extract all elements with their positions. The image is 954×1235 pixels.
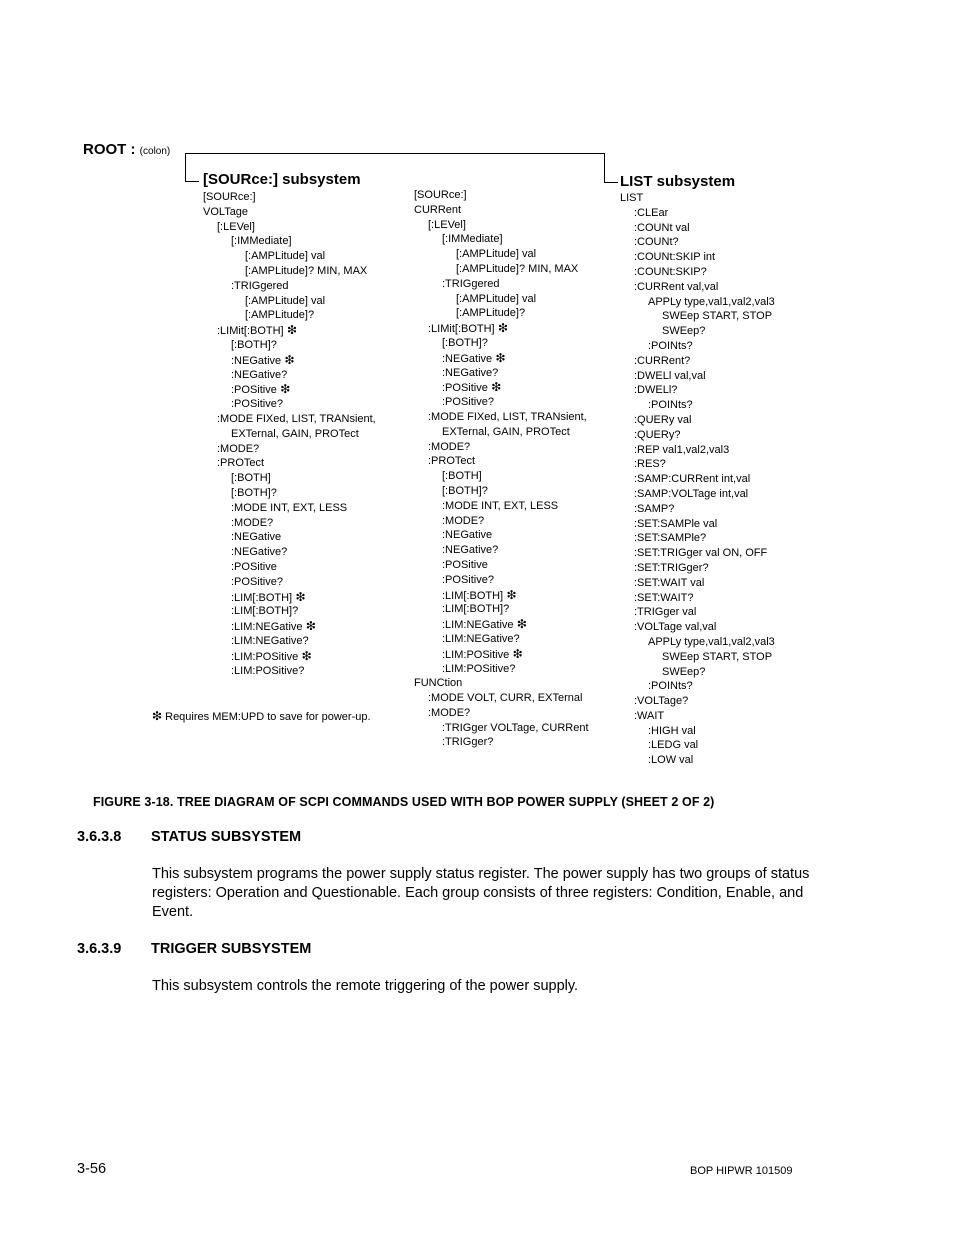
command-text: :LIM:POSitive?	[442, 662, 516, 675]
command-line	[620, 531, 775, 546]
list-subsystem-title: LIST subsystem	[620, 173, 736, 190]
command-text: [:AMPLitude]? MIN, MAX	[245, 264, 368, 277]
command-line	[414, 188, 589, 203]
command-text: :LIMit[:BOTH]	[428, 323, 495, 336]
command-line	[620, 191, 775, 206]
command-line	[203, 427, 376, 442]
command-text: :SET:SAMPle val	[634, 517, 718, 530]
command-line	[414, 676, 589, 691]
command-line	[203, 368, 376, 383]
asterism-icon: ❇	[509, 646, 523, 661]
command-line	[414, 218, 589, 233]
command-line	[620, 576, 775, 591]
source-branch-line	[185, 153, 186, 181]
command-line	[414, 735, 589, 750]
command-line	[414, 454, 589, 469]
list-branch-line	[604, 153, 605, 182]
command-text: :REP val1,val2,val3	[634, 443, 730, 456]
command-text: [:AMPLitude]?	[456, 307, 526, 320]
command-line	[620, 679, 775, 694]
command-text: LIST	[620, 192, 644, 204]
command-text: SWEep?	[662, 325, 706, 338]
command-line	[414, 543, 589, 558]
command-text: :NEGative?	[231, 368, 288, 381]
command-text: :COUNt?	[634, 236, 679, 249]
command-line	[203, 486, 376, 501]
command-text: :LIM[:BOTH]	[231, 591, 293, 604]
command-line	[414, 395, 589, 410]
command-line	[414, 440, 589, 455]
root-label-text: ROOT :	[83, 141, 136, 158]
command-text: EXTernal, GAIN, PROTect	[442, 425, 570, 438]
command-line	[414, 573, 589, 588]
command-text: :COUNt:SKIP?	[634, 265, 707, 278]
command-text: :NEGative?	[442, 544, 499, 557]
command-line	[414, 691, 589, 706]
list-branch-tick	[604, 182, 618, 183]
source-subsystem-title: [SOURce:] subsystem	[203, 171, 361, 188]
footnote-text: Requires MEM:UPD to save for power-up.	[165, 711, 371, 723]
asterism-icon: ❇	[281, 352, 295, 367]
command-text: [:AMPLitude] val	[456, 248, 537, 261]
command-line	[414, 662, 589, 677]
command-text: :LIM[:BOTH]?	[231, 605, 299, 618]
command-line	[203, 471, 376, 486]
root-connector-line	[185, 153, 605, 154]
command-line	[620, 309, 775, 324]
section-title: STATUS SUBSYSTEM	[151, 829, 302, 845]
page-number: 3-56	[77, 1161, 107, 1177]
command-text: [:LEVel]	[217, 220, 255, 233]
command-line	[414, 588, 589, 603]
command-text: :VOLTage?	[634, 695, 689, 708]
command-line	[414, 306, 589, 321]
command-line	[414, 469, 589, 484]
command-text: :LIM[:BOTH]	[442, 589, 504, 602]
command-line	[620, 724, 775, 739]
command-line	[414, 366, 589, 381]
command-text: [:BOTH]?	[231, 338, 277, 351]
command-text: [:AMPLitude] val	[245, 294, 326, 307]
asterism-icon: ❇	[494, 321, 509, 336]
command-text: :DWELl val,val	[634, 369, 706, 382]
command-text: :MODE INT, EXT, LESS	[231, 501, 348, 514]
asterism-icon: ❇	[492, 350, 506, 365]
command-line	[203, 649, 376, 664]
command-line	[620, 383, 775, 398]
command-text: :PROTect	[217, 457, 265, 470]
command-text: :LOW val	[648, 754, 694, 767]
command-line	[203, 397, 376, 412]
command-line	[414, 321, 589, 336]
command-line	[620, 738, 775, 753]
command-text: :MODE FIXed, LIST, TRANsient,	[217, 412, 376, 425]
command-line	[620, 561, 775, 576]
command-text: SWEep START, STOP	[662, 310, 773, 323]
command-line	[620, 635, 775, 650]
command-text: :LIM:NEGative	[231, 621, 303, 634]
command-line	[203, 590, 376, 605]
command-text: :POSitive?	[231, 575, 283, 588]
command-line	[203, 323, 376, 338]
command-text: :NEGative	[231, 531, 282, 544]
asterism-icon: ❇	[298, 648, 312, 663]
command-line	[414, 528, 589, 543]
command-line	[203, 279, 376, 294]
command-line	[414, 262, 589, 277]
command-text: [:AMPLitude]?	[245, 309, 315, 322]
command-line	[414, 721, 589, 736]
command-text: :POINts?	[648, 680, 693, 693]
section-number: 3.6.3.8	[77, 829, 122, 845]
command-text: [:IMMediate]	[442, 233, 503, 246]
command-text: :MODE?	[428, 440, 471, 453]
command-text: :QUERy?	[634, 428, 681, 441]
command-line	[620, 250, 775, 265]
command-line	[414, 425, 589, 440]
command-text: :LIM:POSitive?	[231, 664, 305, 677]
command-text: :NEGative?	[231, 546, 288, 559]
command-text: :SAMP:CURRent int,val	[634, 473, 751, 486]
command-line	[203, 205, 376, 220]
command-line	[620, 280, 775, 295]
command-text: :NEGative	[442, 529, 493, 542]
command-line	[203, 664, 376, 679]
command-line	[203, 234, 376, 249]
command-text: :SET:SAMPle?	[634, 532, 707, 545]
command-text: :POINts?	[648, 399, 693, 412]
command-line	[620, 650, 775, 665]
command-line	[203, 308, 376, 323]
source-branch-tick	[185, 181, 199, 182]
command-text: :MODE FIXed, LIST, TRANsient,	[428, 410, 587, 423]
command-line	[414, 380, 589, 395]
asterism-icon: ❇	[292, 589, 306, 604]
command-line	[620, 517, 775, 532]
section-heading-status	[77, 829, 301, 845]
asterism-icon: ❇	[513, 617, 527, 632]
command-line	[620, 753, 775, 768]
command-text: :PROTect	[428, 455, 476, 468]
command-line	[203, 545, 376, 560]
command-line	[414, 203, 589, 218]
command-line	[620, 502, 775, 517]
command-text: [:IMMediate]	[231, 235, 292, 248]
command-line	[414, 602, 589, 617]
command-text: :CURRent val,val	[634, 280, 719, 293]
command-line	[414, 292, 589, 307]
command-line	[414, 247, 589, 262]
command-text: :COUNt val	[634, 221, 690, 234]
command-text: :SET:TRIGger?	[634, 561, 709, 574]
command-line	[203, 264, 376, 279]
command-text: [:BOTH]?	[442, 484, 488, 497]
command-text: [:AMPLitude] val	[245, 250, 326, 263]
command-line	[203, 501, 376, 516]
list-subsystem-tree	[620, 191, 775, 768]
command-line	[620, 339, 775, 354]
source-voltage-tree	[203, 190, 376, 678]
command-line	[414, 632, 589, 647]
asterism-icon: ❇	[276, 382, 291, 397]
section-number: 3.6.3.9	[77, 941, 122, 957]
command-line	[203, 338, 376, 353]
command-text: :POSitive	[442, 382, 488, 395]
command-line	[414, 410, 589, 425]
command-text: :POINts?	[648, 339, 693, 352]
command-text: [:BOTH]	[231, 472, 271, 485]
footnote	[152, 709, 371, 723]
command-text: :TRIGgered	[442, 277, 500, 290]
command-line	[414, 351, 589, 366]
command-text: [:AMPLitude] val	[456, 292, 537, 305]
command-line	[620, 605, 775, 620]
command-text: :TRIGgered	[231, 279, 289, 292]
command-text: :HIGH val	[648, 724, 696, 737]
root-colon-note: (colon)	[139, 146, 171, 157]
command-line	[203, 190, 376, 205]
command-line	[620, 206, 775, 221]
command-text: :LEDG val	[648, 739, 699, 752]
asterism-icon: ❇	[503, 587, 517, 602]
command-text: :CURRent?	[634, 354, 691, 367]
asterism-icon: ❇	[487, 380, 502, 395]
command-text: APPLy type,val1,val2,val3	[648, 295, 775, 308]
command-text: :LIM:NEGative?	[442, 632, 520, 645]
asterism-icon: ❇	[302, 619, 316, 634]
command-text: :POSitive	[442, 558, 488, 571]
command-line	[620, 457, 775, 472]
command-text: :LIMit[:BOTH]	[217, 325, 284, 338]
command-line	[620, 369, 775, 384]
section-body-trigger: This subsystem controls the remote triggering of the power supply.	[152, 978, 579, 994]
command-line	[620, 265, 775, 280]
command-text: :LIM:POSitive	[442, 648, 510, 661]
asterism-icon: ❇	[152, 709, 163, 723]
command-line	[620, 295, 775, 310]
command-line	[203, 294, 376, 309]
command-line	[620, 665, 775, 680]
command-line	[203, 412, 376, 427]
command-text: :QUERy val	[634, 413, 692, 426]
command-line	[203, 382, 376, 397]
command-text: :TRIGger?	[442, 736, 494, 749]
command-text: :LIM:NEGative	[442, 619, 514, 632]
section-body-status: This subsystem programs the power supply status register. The power supply has two groups of status registers: Operation and Questionable. Each group consists of three registers: Condition, Enable, and Event.	[152, 866, 810, 920]
section-heading-trigger	[77, 941, 311, 957]
command-text: :COUNt:SKIP int	[634, 251, 716, 264]
command-text: :DWELl?	[634, 384, 678, 397]
command-line	[203, 249, 376, 264]
command-line	[203, 575, 376, 590]
document-id: BOP HIPWR 101509	[690, 1165, 793, 1177]
command-text: :MODE?	[231, 516, 274, 529]
section-title: TRIGGER SUBSYSTEM	[151, 941, 312, 957]
command-text: :NEGative?	[442, 366, 499, 379]
command-text: SWEep START, STOP	[662, 650, 773, 663]
command-line	[620, 235, 775, 250]
command-line	[620, 443, 775, 458]
command-line	[203, 220, 376, 235]
command-line	[203, 560, 376, 575]
command-text: :LIM[:BOTH]?	[442, 603, 510, 616]
command-text: :MODE?	[442, 514, 485, 527]
command-text: :SET:TRIGger val ON, OFF	[634, 547, 768, 560]
command-text: :POSitive	[231, 560, 277, 573]
command-text: [SOURce:]	[203, 191, 256, 203]
command-line	[414, 499, 589, 514]
command-text: :MODE INT, EXT, LESS	[442, 499, 559, 512]
command-text: FUNCtion	[414, 677, 463, 690]
command-text: :NEGative	[442, 352, 493, 365]
command-text: :MODE?	[428, 706, 471, 719]
command-line	[620, 694, 775, 709]
command-line	[414, 277, 589, 292]
command-text: :CLEar	[634, 206, 669, 219]
command-line	[620, 354, 775, 369]
command-line	[203, 516, 376, 531]
command-text: :TRIGger val	[634, 606, 697, 619]
command-line	[414, 484, 589, 499]
command-line	[620, 546, 775, 561]
command-text: [SOURce:]	[414, 189, 467, 201]
command-line	[414, 647, 589, 662]
asterism-icon: ❇	[283, 323, 298, 338]
command-line	[203, 442, 376, 457]
command-text: :POSitive?	[231, 398, 283, 411]
command-line	[620, 591, 775, 606]
command-line	[620, 413, 775, 428]
command-line	[620, 709, 775, 724]
command-line	[414, 706, 589, 721]
command-text: [:LEVel]	[428, 218, 466, 231]
command-line	[620, 620, 775, 635]
command-line	[620, 472, 775, 487]
command-line	[414, 514, 589, 529]
command-line	[414, 558, 589, 573]
command-text: SWEep?	[662, 665, 706, 678]
command-line	[203, 619, 376, 634]
source-current-tree	[414, 188, 589, 750]
command-line	[620, 324, 775, 339]
command-text: EXTernal, GAIN, PROTect	[231, 427, 359, 440]
command-text: [:BOTH]?	[231, 486, 277, 499]
command-line	[203, 353, 376, 368]
command-line	[203, 604, 376, 619]
command-text: :RES?	[634, 458, 666, 471]
command-line	[203, 634, 376, 649]
root-label	[83, 141, 170, 158]
command-line	[620, 398, 775, 413]
command-text: APPLy type,val1,val2,val3	[648, 635, 775, 648]
command-text: :MODE?	[217, 442, 260, 455]
command-text: :MODE VOLT, CURR, EXTernal	[428, 692, 583, 705]
command-text: :POSitive?	[442, 396, 494, 409]
command-text: :SET:WAIT?	[634, 591, 694, 604]
command-text: :SET:WAIT val	[634, 576, 705, 589]
figure-caption: FIGURE 3-18. TREE DIAGRAM OF SCPI COMMANDS USED WITH BOP POWER SUPPLY (SHEET 2 OF 2)	[93, 795, 715, 809]
command-line	[414, 336, 589, 351]
command-text: [:BOTH]	[442, 470, 482, 483]
command-text: :NEGative	[231, 354, 282, 367]
command-text: :VOLTage val,val	[634, 621, 717, 634]
command-text: VOLTage	[203, 205, 249, 218]
command-line	[620, 487, 775, 502]
command-line	[203, 456, 376, 471]
command-line	[203, 530, 376, 545]
command-text: CURRent	[414, 203, 462, 216]
command-text: :WAIT	[634, 709, 665, 722]
command-line	[414, 232, 589, 247]
command-text: :SAMP:VOLTage int,val	[634, 487, 749, 500]
command-line	[620, 221, 775, 236]
command-line	[620, 428, 775, 443]
command-text: :LIM:NEGative?	[231, 634, 309, 647]
command-text: :POSitive?	[442, 573, 494, 586]
command-line	[414, 617, 589, 632]
command-text: [:BOTH]?	[442, 336, 488, 349]
command-text: :LIM:POSitive	[231, 650, 299, 663]
command-text: :POSitive	[231, 384, 277, 397]
command-text: [:AMPLitude]? MIN, MAX	[456, 262, 579, 275]
command-text: :SAMP?	[634, 502, 675, 515]
command-text: :TRIGger VOLTage, CURRent	[442, 721, 589, 734]
